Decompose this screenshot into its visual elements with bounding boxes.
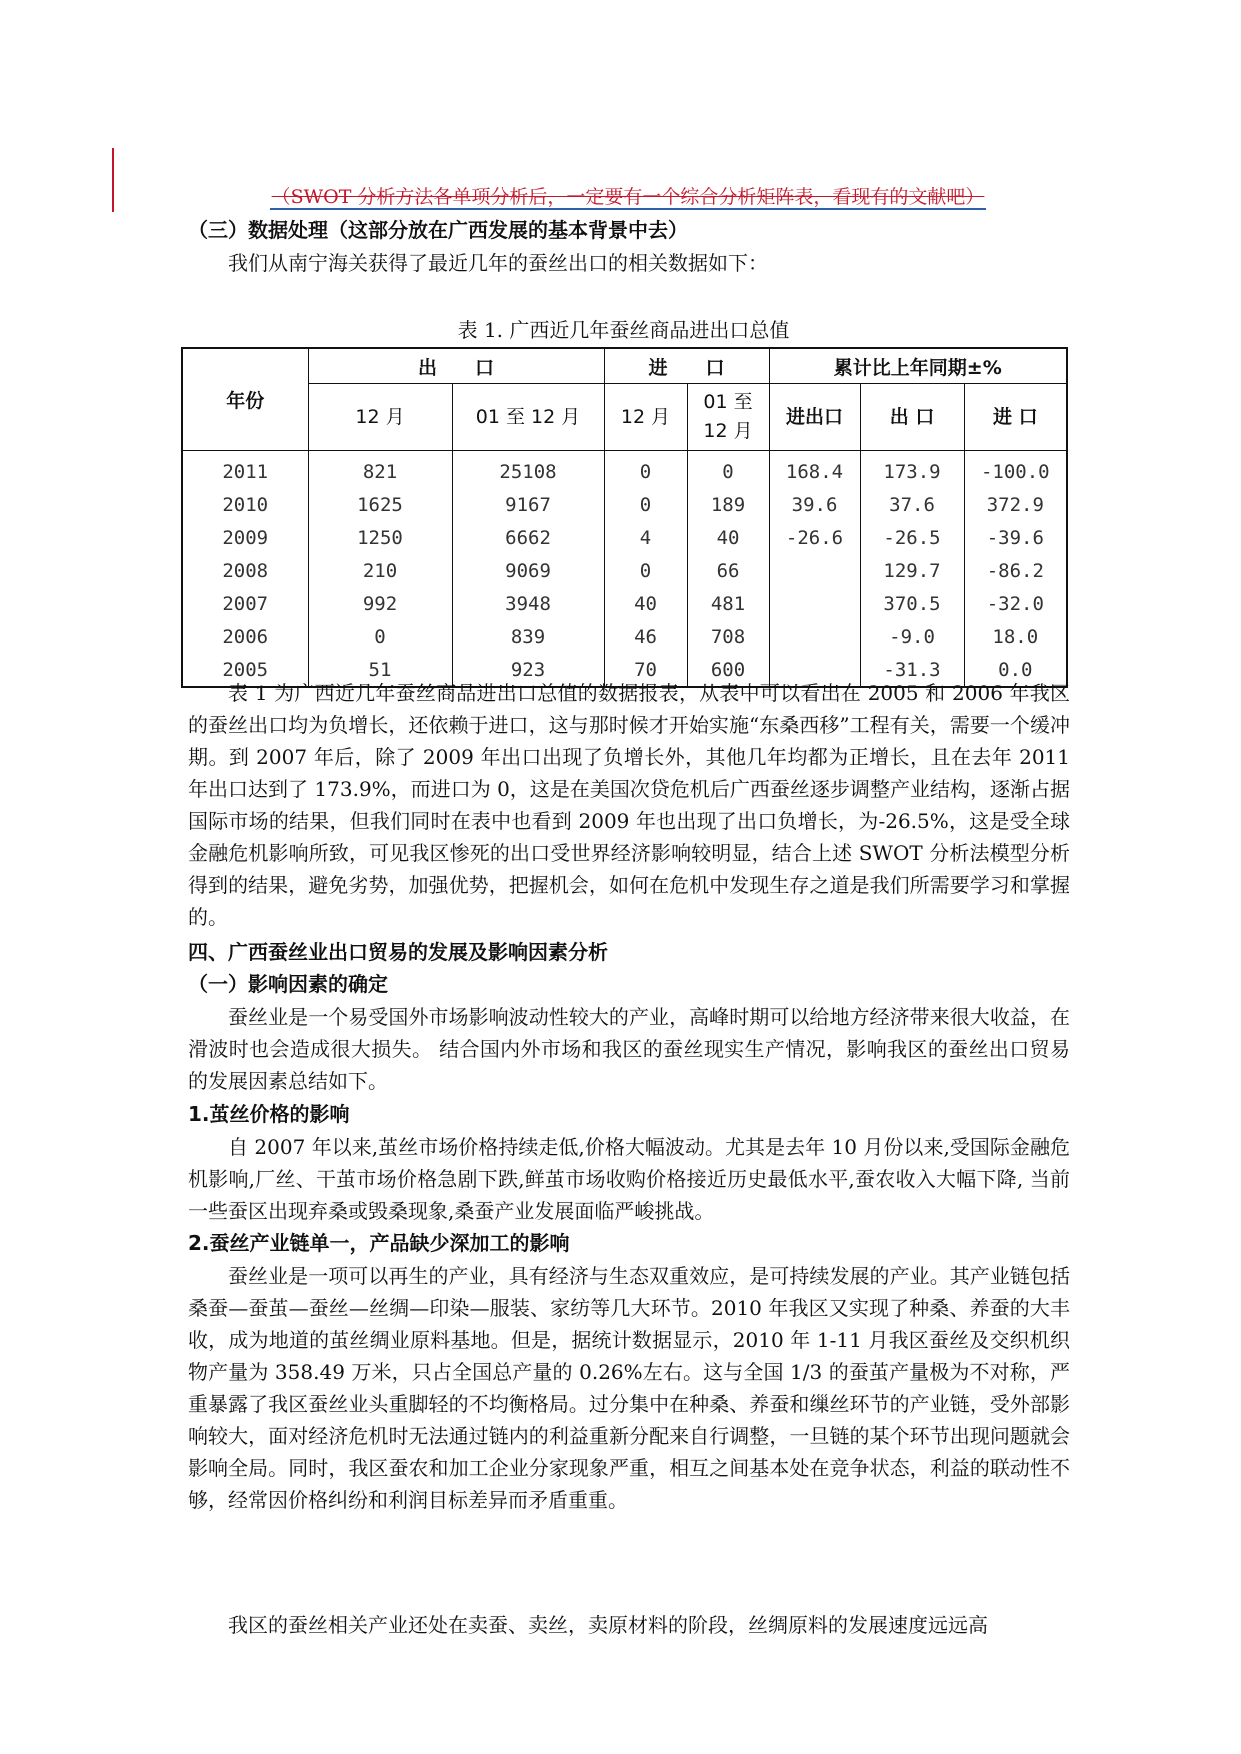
cell-import-december: 46 (604, 620, 687, 653)
table-row (182, 521, 1067, 554)
cell-export-december: 992 (308, 587, 452, 620)
table-body (182, 451, 1067, 688)
cell-export-ytd: 6662 (452, 521, 604, 554)
header-year: 年份 (182, 348, 308, 451)
header-import-group: 进 口 (604, 348, 769, 384)
cell-import-ytd: 66 (687, 554, 769, 587)
cell-change-total (769, 587, 860, 620)
paragraph-item-1: 自 2007 年以来,茧丝市场价格持续走低,价格大幅波动。尤其是去年 10 月份以来,受国际金融危机影响,厂丝、干茧市场价格急剧下跌,鲜茧市场收购价格接近历史最低水平,蚕农收入大幅下降, 当前一些蚕区出现弃桑或毁桑现象,桑蚕产业发展面临严峻挑战。 (188, 1135, 1070, 1223)
paragraph-item-2b: 我区的蚕丝相关产业还处在卖蚕、卖丝，卖原材料的阶段，丝绸原料的发展速度远远高 (228, 1613, 988, 1637)
cell-import-december: 0 (604, 554, 687, 587)
cell-export-ytd: 9167 (452, 488, 604, 521)
section-4-heading: 四、广西蚕丝业出口贸易的发展及影响因素分析 (188, 940, 608, 964)
cell-change-export: 370.5 (860, 587, 964, 620)
cell-import-ytd: 708 (687, 620, 769, 653)
header-export-december: 12 月 (308, 384, 452, 451)
cell-year: 2010 (182, 488, 308, 521)
cell-export-ytd: 3948 (452, 587, 604, 620)
cell-change-total (769, 620, 860, 653)
paragraph-table-analysis: 表 1 为广西近几年蚕丝商品进出口总值的数据报表，从表中可以看出在 2005 和 2006 年我区的蚕丝出口均为负增长，还依赖于进口，这与那时候才开始实施“东桑西移”工程有关，需要一个缓冲期。到 2007 年后，除了 2009 年出口出现了负增长外，其他几年均都为正增长，且在去年 2011 年出口达到了 173.9%，而进口为 0，这是在美国次贷危机后广西蚕丝逐步调整产业结构，逐渐占据国际市场的结果，但我们同时在表中也看到 2009 年也出现了出口负增长，为-26.5%，这是受全球金融危机影响所致，可见我区惨死的出口受世界经济影响较明显，结合上述 SWOT 分析法模型分析得到的结果，避免劣势，加强优势，把握机会，如何在危机中发现生存之道是我们所需要学习和掌握的。 (188, 681, 1070, 929)
trade-value-table (181, 347, 1068, 688)
cell-export-ytd: 9069 (452, 554, 604, 587)
table-row (182, 451, 1067, 489)
header-change-group: 累计比上年同期±% (769, 348, 1067, 384)
cell-export-december: 1625 (308, 488, 452, 521)
table-row (182, 587, 1067, 620)
table-row (182, 488, 1067, 521)
header-change-total: 进出口 (769, 384, 860, 451)
cell-year: 2005 (182, 653, 308, 687)
paragraph-factors-intro: 蚕丝业是一个易受国外市场影响波动性较大的产业，高峰时期可以给地方经济带来很大收益，在滑波时也会造成很大损失。 结合国内外市场和我区的蚕丝现实生产情况，影响我区的蚕丝出口贸易的发展因素总结如下。 (188, 1005, 1070, 1093)
paragraph-item-2a: 蚕丝业是一项可以再生的产业，具有经济与生态双重效应，是可持续发展的产业。其产业链包括桑蚕—蚕茧—蚕丝—丝绸—印染—服装、家纺等几大环节。2010 年我区又实现了种桑、养蚕的大丰收，成为地道的茧丝绸业原料基地。但是，据统计数据显示，2010 年 1-11 月我区蚕丝及交织机织物产量为 358.49 万米，只占全国总产量的 0.26%左右。这与全国 1/3 的蚕茧产量极为不对称，严重暴露了我区蚕丝业头重脚轻的不均衡格局。过分集中在种桑、养蚕和缫丝环节的产业链，受外部影响较大，面对经济危机时无法通过链内的利益重新分配来自行调整，一旦链的某个环节出现问题就会影响全局。同时，我区蚕农和加工企业分家现象严重，相互之间基本处在竞争状态，利益的联动性不够，经常因价格纠纷和利润目标差异而矛盾重重。 (188, 1264, 1070, 1512)
cell-change-total: 168.4 (769, 451, 860, 489)
cell-import-ytd: 0 (687, 451, 769, 489)
cell-export-ytd: 923 (452, 653, 604, 687)
cell-change-import: -100.0 (964, 451, 1067, 489)
cell-change-total: 39.6 (769, 488, 860, 521)
cell-year: 2009 (182, 521, 308, 554)
header-export-ytd: 01 至 12 月 (452, 384, 604, 451)
cell-year: 2008 (182, 554, 308, 587)
cell-change-import: 18.0 (964, 620, 1067, 653)
table-row (182, 620, 1067, 653)
table-row (182, 554, 1067, 587)
cell-export-december: 51 (308, 653, 452, 687)
subsection-1-heading: （一）影响因素的确定 (188, 972, 388, 996)
cell-change-import: -86.2 (964, 554, 1067, 587)
cell-export-december: 0 (308, 620, 452, 653)
cell-export-ytd: 25108 (452, 451, 604, 489)
cell-import-december: 0 (604, 451, 687, 489)
cell-change-export: 173.9 (860, 451, 964, 489)
cell-import-december: 4 (604, 521, 687, 554)
cell-change-total (769, 554, 860, 587)
cell-year: 2007 (182, 587, 308, 620)
cell-import-ytd: 600 (687, 653, 769, 687)
cell-year: 2006 (182, 620, 308, 653)
item-2-heading: 2.蚕丝产业链单一，产品缺少深加工的影响 (188, 1231, 570, 1255)
cell-change-import: -32.0 (964, 587, 1067, 620)
cell-change-export: 129.7 (860, 554, 964, 587)
cell-change-import: 0.0 (964, 653, 1067, 687)
header-import-december: 12 月 (604, 384, 687, 451)
cell-change-import: -39.6 (964, 521, 1067, 554)
cell-import-december: 0 (604, 488, 687, 521)
deleted-revision-note (188, 184, 1068, 210)
cell-export-december: 210 (308, 554, 452, 587)
cell-import-december: 70 (604, 653, 687, 687)
header-export-group: 出 口 (308, 348, 604, 384)
header-change-import: 进 口 (964, 384, 1067, 451)
cell-change-export: -31.3 (860, 653, 964, 687)
cell-export-december: 821 (308, 451, 452, 489)
cell-year: 2011 (182, 451, 308, 489)
deleted-revision-text: （SWOT 分析方法各单项分析后，一定要有一个综合分析矩阵表，看现有的文献吧） (271, 186, 985, 208)
cell-import-ytd: 481 (687, 587, 769, 620)
cell-change-total: -26.6 (769, 521, 860, 554)
table-caption: 表 1. 广西近几年蚕丝商品进出口总值 (457, 318, 790, 342)
revision-change-bar (112, 148, 114, 212)
section-3-heading: （三）数据处理（这部分放在广西发展的基本背景中去） (188, 218, 688, 242)
item-1-heading: 1.茧丝价格的影响 (188, 1102, 350, 1126)
header-change-export: 出 口 (860, 384, 964, 451)
cell-export-ytd: 839 (452, 620, 604, 653)
cell-change-import: 372.9 (964, 488, 1067, 521)
intro-line: 我们从南宁海关获得了最近几年的蚕丝出口的相关数据如下： (228, 251, 768, 275)
cell-export-december: 1250 (308, 521, 452, 554)
cell-change-export: -26.5 (860, 521, 964, 554)
header-import-ytd: 01 至 12 月 (687, 384, 769, 451)
cell-import-ytd: 189 (687, 488, 769, 521)
cell-import-december: 40 (604, 587, 687, 620)
cell-change-export: -9.0 (860, 620, 964, 653)
cell-change-export: 37.6 (860, 488, 964, 521)
cell-import-ytd: 40 (687, 521, 769, 554)
